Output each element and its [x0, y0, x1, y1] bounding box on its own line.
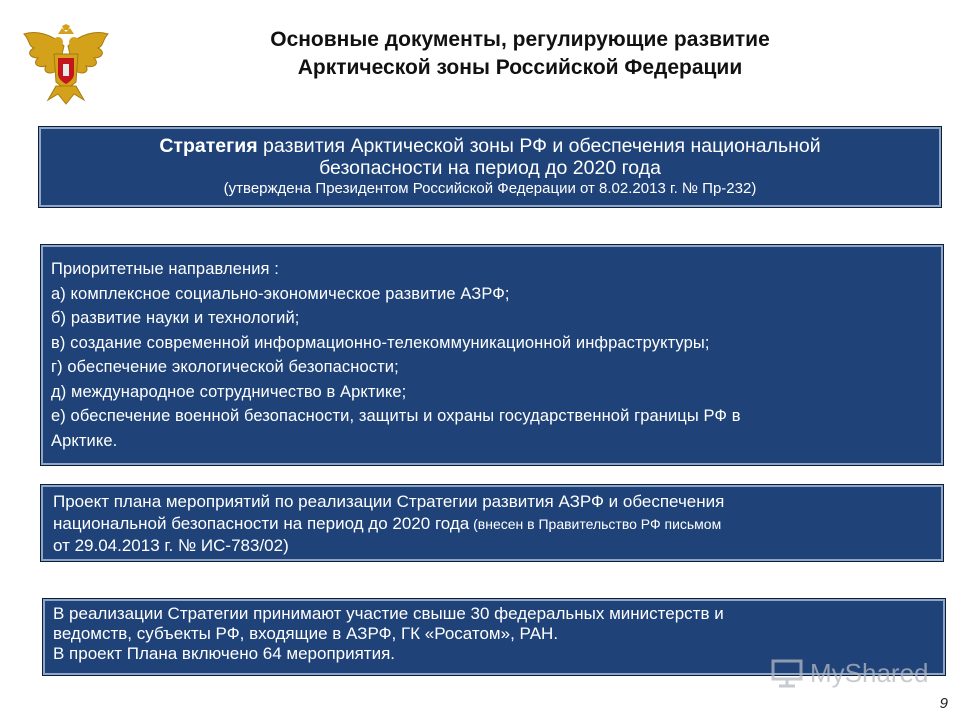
plan-line-2 — [53, 513, 943, 536]
plan-box — [40, 484, 944, 562]
presentation-screen-icon — [770, 658, 804, 688]
participation-line: ведомств, субъекты РФ, входящие в АЗРФ, ГК «Росатом», РАН. — [53, 624, 559, 643]
plan-line-2-main: национальной безопасности на период до 2020 года — [53, 513, 470, 533]
priority-item-continued: Арктике. — [51, 431, 118, 450]
priorities-heading: Приоритетные направления : — [51, 260, 279, 278]
title-line-1: Основные документы, регулирующие развитие — [270, 28, 770, 51]
strategy-bold: Стратегия — [159, 135, 258, 157]
strategy-box — [38, 126, 942, 208]
priority-item: б) развитие науки и технологий; — [51, 309, 300, 327]
plan-line-1: Проект плана мероприятий по реализации Стратегии развития АЗРФ и обеспечения — [53, 492, 725, 511]
priority-item: е) обеспечение военной безопасности, защиты и охраны государственной границы РФ в — [51, 407, 741, 425]
strategy-line-2: безопасности на период до 2020 года — [319, 157, 661, 179]
priority-item: г) обеспечение экологической безопасности; — [51, 358, 399, 376]
page-title — [150, 26, 890, 82]
plan-line-2-note: (внесен в Правительство РФ письмом — [469, 515, 722, 532]
title-line-2: Арктической зоны Российской Федерации — [297, 56, 743, 79]
coat-of-arms-icon — [18, 24, 114, 106]
priorities-box — [40, 244, 944, 466]
participation-line: В реализации Стратегии принимают участие свыше 30 федеральных министерств и — [53, 604, 724, 623]
watermark — [770, 656, 930, 690]
participation-line: В проект Плана включено 64 мероприятия. — [53, 644, 396, 663]
watermark-text: MyShared — [810, 658, 929, 688]
page-number: 9 — [939, 695, 948, 712]
priority-item: а) комплексное социально-экономическое развитие АЗРФ; — [51, 284, 510, 303]
strategy-line-1 — [39, 135, 941, 157]
plan-line-3: от 29.04.2013 г. № ИС-783/02) — [53, 536, 289, 555]
priority-item: в) создание современной информационно-телекоммуникационной инфраструктуры; — [51, 333, 710, 352]
strategy-approval: (утверждена Президентом Российской Федерации от 8.02.2013 г. № Пр-232) — [223, 180, 757, 197]
strategy-line-1-rest: развития Арктической зоны РФ и обеспечения национальной — [257, 135, 821, 157]
priority-item: д) международное сотрудничество в Арктике; — [51, 382, 407, 401]
